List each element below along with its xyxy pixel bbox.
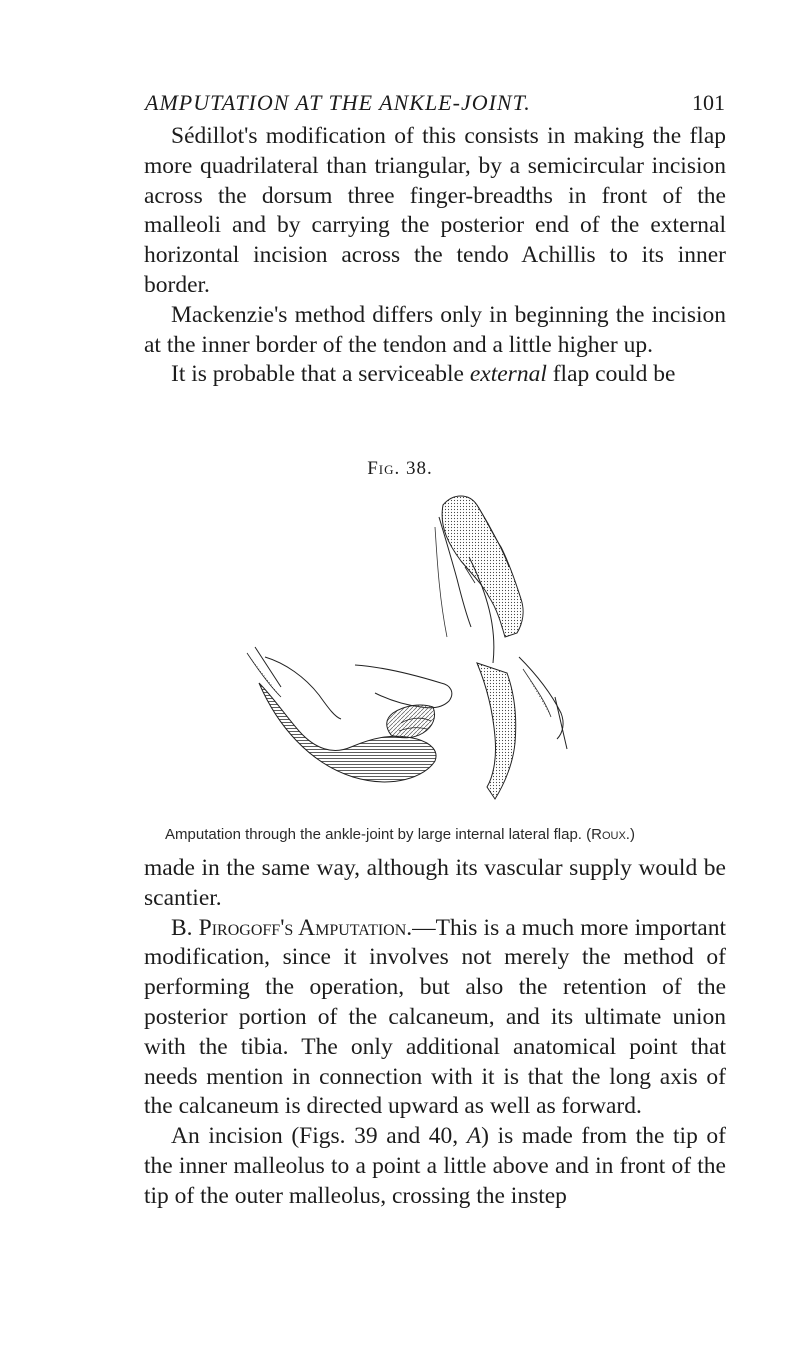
incision-emphasis: A xyxy=(466,1123,482,1150)
page-header xyxy=(145,90,725,122)
paragraph-external-flap xyxy=(144,360,726,390)
caption-credit: Roux xyxy=(591,826,626,843)
text-block-bottom xyxy=(144,854,726,1212)
pirogoff-text: —This is a much more important modification, since it involves not merely the method of performing the operation, but also the retention of the posterior portion of the calcaneum, and its ultimate union with the tibia. The only additional anatomical point that needs mention in connection with it is that the long axis of the calcaneum is directed upward as well as forward. xyxy=(144,914,726,1120)
caption-text: Amputation through the ankle-joint by large internal lateral flap. ( xyxy=(165,826,592,843)
incision-text-start: An incision (Figs. 39 and 40, xyxy=(171,1123,467,1150)
pirogoff-heading: B. Pirogoff's Amputation. xyxy=(171,914,413,941)
figure-illustration xyxy=(225,487,605,817)
external-flap-text-end: flap could be xyxy=(546,361,676,388)
caption-close: .) xyxy=(625,826,635,843)
external-flap-emphasis: external xyxy=(469,361,547,388)
foot-drawing xyxy=(247,647,452,782)
external-flap-text-start: It is probable that a serviceable xyxy=(171,361,470,388)
paragraph-continuation: made in the same way, although its vascular supply would be scantier. xyxy=(144,855,726,911)
hand-drawing xyxy=(435,496,523,663)
figure-label: Fig. 38. xyxy=(367,458,433,479)
paragraph-pirogoff xyxy=(144,914,726,1123)
amputation-illustration xyxy=(225,487,605,817)
paragraph-mackenzie: Mackenzie's method differs only in beginning the incision at the inner border of the tendon and a little higher up. xyxy=(144,301,726,358)
running-head: AMPUTATION AT THE ANKLE-JOINT. xyxy=(145,90,531,115)
figure-caption xyxy=(0,826,800,843)
text-block-top xyxy=(144,122,726,390)
paragraph-incision xyxy=(144,1122,726,1211)
page-number: 101 xyxy=(692,90,725,115)
paragraph-sedillot: Sédillot's modification of this consists in making the flap more quadrilateral than triangular, by a semicircular incision across the dorsum three finger-breadths in front of the malleoli and by carrying the posterior end of the external horizontal incision across the tendo Achillis to its inner border. xyxy=(144,123,726,298)
incision-text-end: ) is made from the tip of the inner malleolus to a point a little above and in front of the tip of the outer malleolus, crossing the instep xyxy=(144,1123,726,1209)
